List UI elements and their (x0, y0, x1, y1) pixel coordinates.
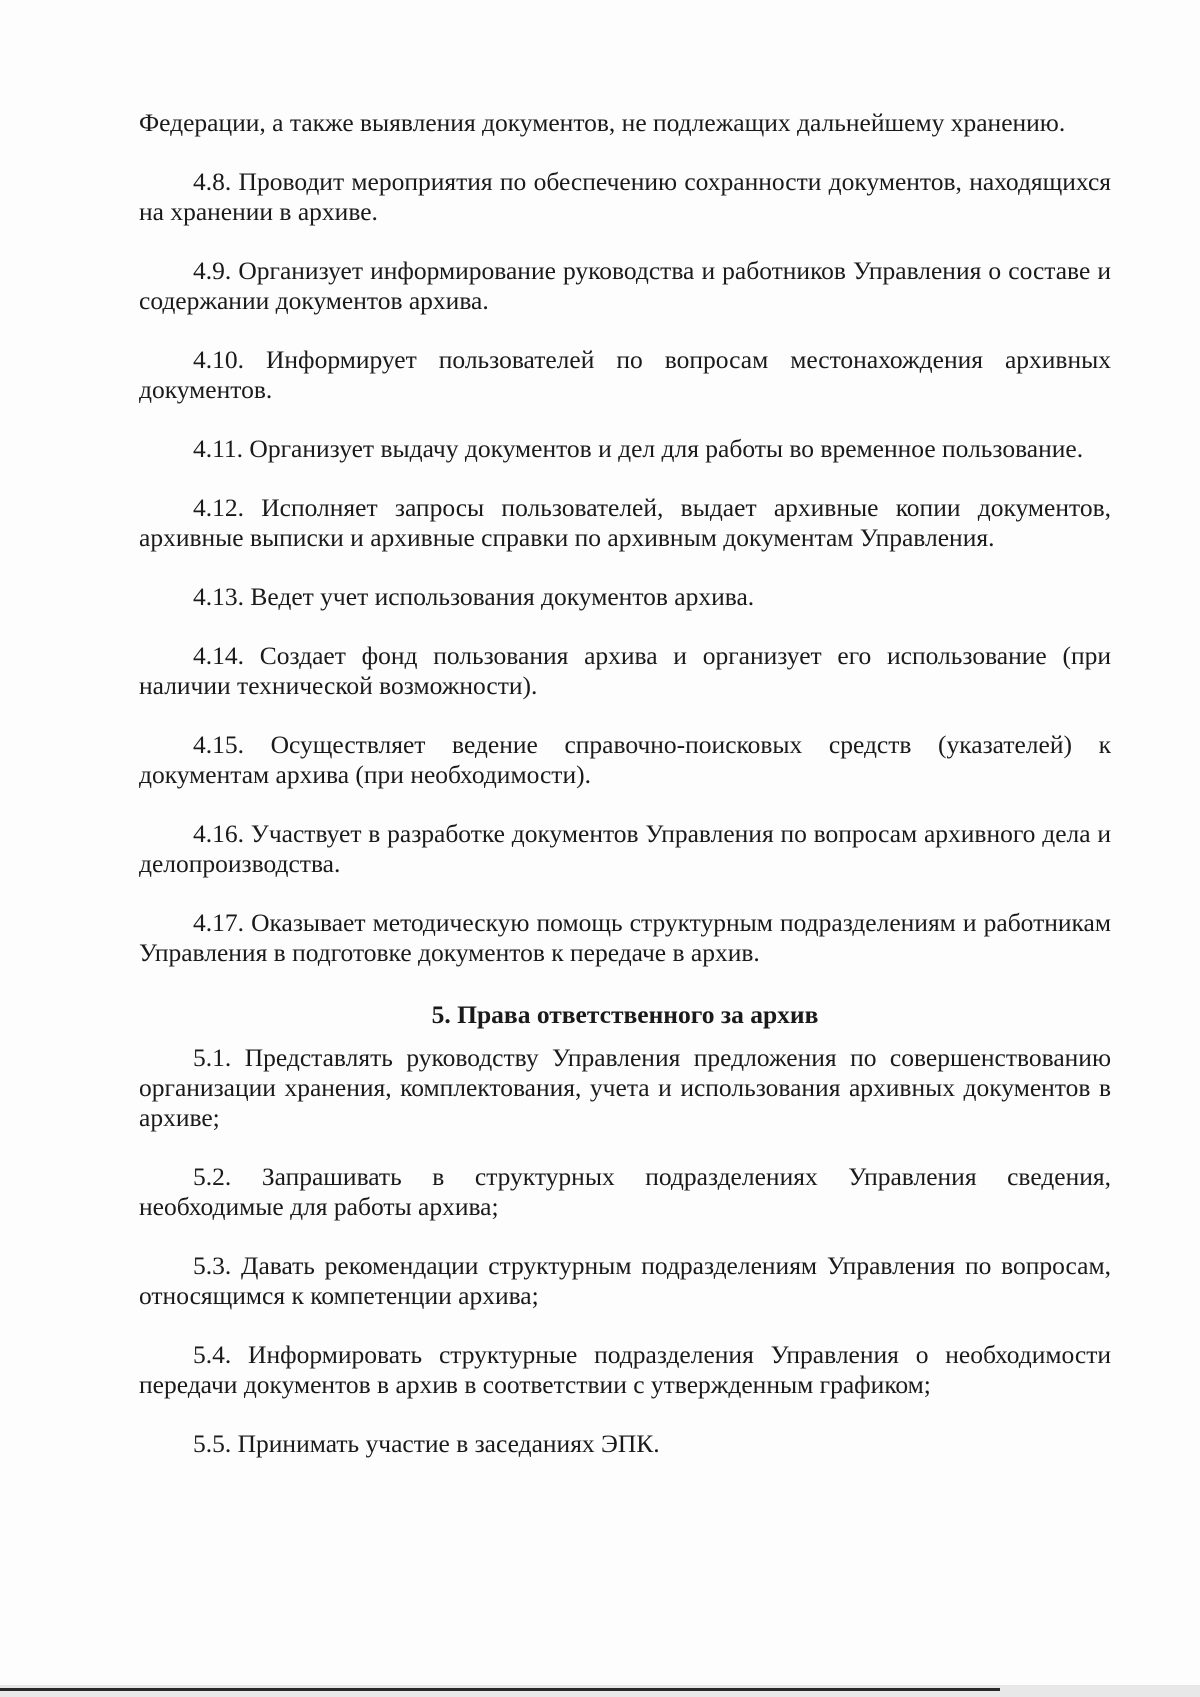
scan-edge-line (0, 1688, 1000, 1691)
item-4-12: 4.12. Исполняет запросы пользователей, выдает архивные копии документов, архивные выписки и архивные справки по архивным документам Управления. (139, 493, 1111, 552)
item-4-8: 4.8. Проводит мероприятия по обеспечению сохранности документов, находящихся на хранении в архиве. (139, 167, 1111, 226)
item-4-17: 4.17. Оказывает методическую помощь структурным подразделениям и работникам Управления в подготовке документов к передаче в архив. (139, 908, 1111, 967)
item-5-4: 5.4. Информировать структурные подразделения Управления о необходимости передачи документов в архив в соответствии с утвержденным графиком; (139, 1340, 1111, 1399)
item-5-3: 5.3. Давать рекомендации структурным подразделениям Управления по вопросам, относящимся к компетенции архива; (139, 1251, 1111, 1310)
item-4-16: 4.16. Участвует в разработке документов Управления по вопросам архивного дела и делопроизводства. (139, 819, 1111, 878)
item-5-5: 5.5. Принимать участие в заседаниях ЭПК. (193, 1429, 660, 1458)
item-5-2: 5.2. Запрашивать в структурных подразделениях Управления сведения, необходимые для работы архива; (139, 1162, 1111, 1221)
document-body (139, 108, 1111, 1459)
section-5-heading: 5. Права ответственного за архив (431, 1000, 819, 1029)
item-4-13: 4.13. Ведет учет использования документов архива. (193, 582, 755, 611)
item-4-15: 4.15. Осуществляет ведение справочно-поисковых средств (указателей) к документам архива (при необходимости). (139, 730, 1111, 789)
item-4-11: 4.11. Организует выдачу документов и дел для работы во временное пользование. (193, 434, 1084, 463)
scan-bottom-edge (0, 1685, 1200, 1697)
continuation-paragraph: Федерации, а также выявления документов, не подлежащих дальнейшему хранению. (139, 108, 1066, 137)
item-5-1: 5.1. Представлять руководству Управления предложения по совершенствованию организации хранения, комплектования, учета и использования архивных документов в архиве; (139, 1043, 1111, 1132)
item-4-14: 4.14. Создает фонд пользования архива и организует его использование (при наличии технической возможности). (139, 641, 1111, 700)
item-4-9: 4.9. Организует информирование руководства и работников Управления о составе и содержании документов архива. (139, 256, 1111, 315)
item-4-10: 4.10. Информирует пользователей по вопросам местонахождения архивных документов. (139, 345, 1111, 404)
